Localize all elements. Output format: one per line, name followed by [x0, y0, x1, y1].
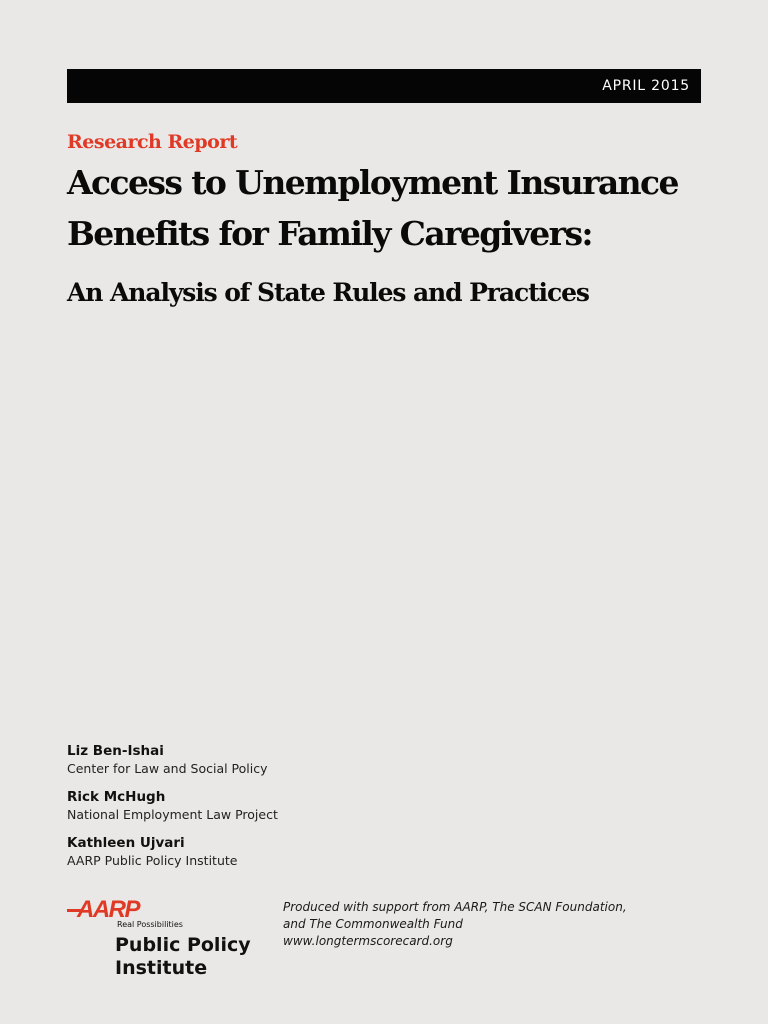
author-organization: AARP Public Policy Institute — [67, 853, 238, 868]
author-entry — [67, 742, 467, 788]
author-name: Liz Ben-Ishai — [67, 743, 164, 759]
support-url: www.longtermscorecard.org — [283, 934, 453, 948]
publication-date: APRIL 2015 — [602, 78, 690, 94]
support-line-1: Produced with support from AARP, The SCAN Foundation, — [283, 900, 627, 914]
author-organization: National Employment Law Project — [67, 807, 278, 822]
aarp-brand-text: AARP — [77, 896, 140, 921]
ppi-line-1: Public Policy — [115, 934, 251, 956]
report-title — [67, 157, 727, 259]
aarp-logo-icon — [67, 895, 167, 921]
report-type-label: Research Report — [67, 131, 238, 153]
logo-tagline: Real Possibilities — [117, 920, 183, 929]
author-organization: Center for Law and Social Policy — [67, 761, 268, 776]
aarp-ppi-logo — [67, 895, 267, 990]
ppi-wordmark — [115, 934, 251, 980]
report-subtitle: An Analysis of State Rules and Practices — [67, 278, 589, 307]
author-entry — [67, 834, 467, 880]
title-line-1: Access to Unemployment Insurance — [67, 163, 678, 202]
author-entry — [67, 788, 467, 834]
support-line-2: and The Commonwealth Fund — [283, 917, 463, 931]
ppi-line-2: Institute — [115, 957, 208, 979]
author-list — [67, 742, 467, 880]
author-name: Kathleen Ujvari — [67, 835, 185, 851]
title-line-2: Benefits for Family Caregivers: — [67, 214, 593, 253]
support-statement — [283, 899, 703, 950]
author-name: Rick McHugh — [67, 789, 166, 805]
date-banner — [67, 69, 701, 103]
